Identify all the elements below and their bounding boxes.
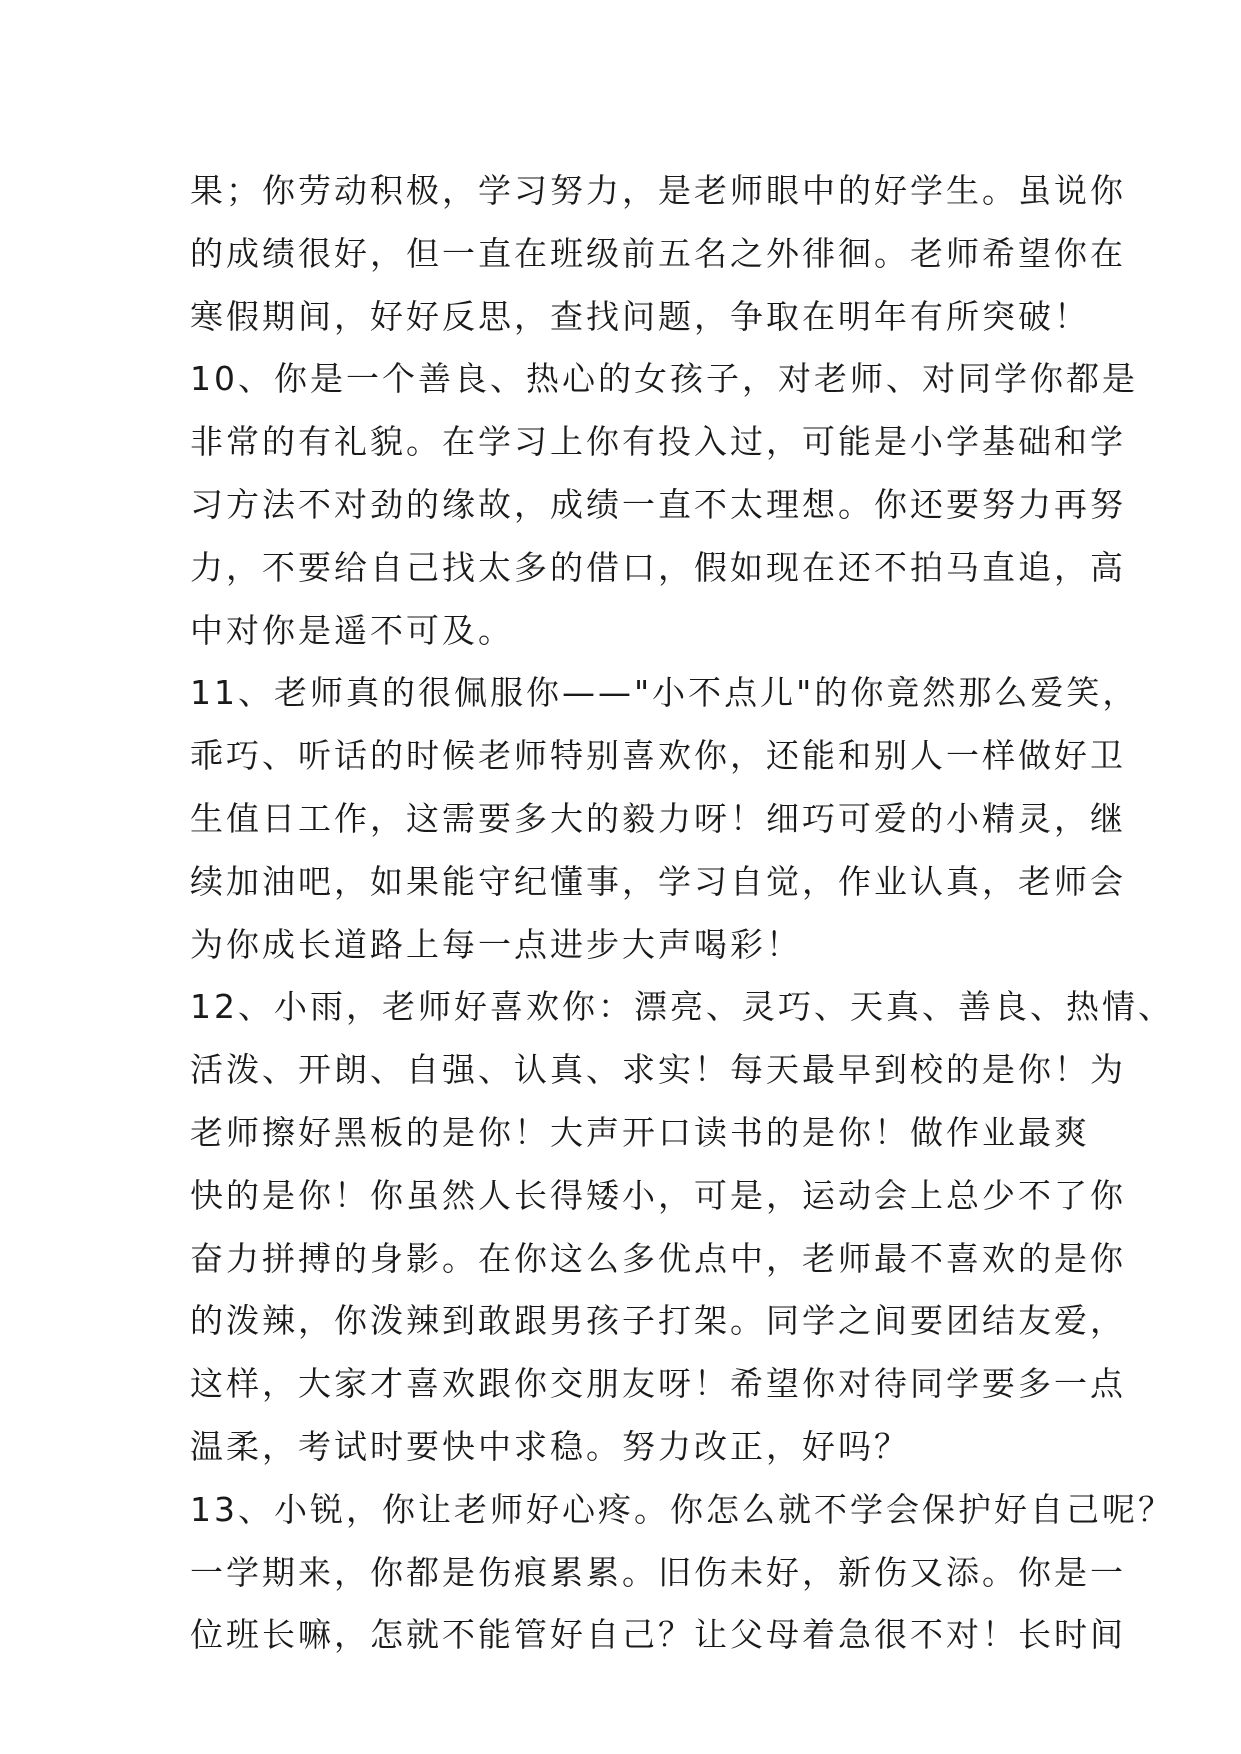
text-line: 的泼辣，你泼辣到敢跟男孩子打架。同学之间要团结友爱，	[190, 1301, 1126, 1341]
text-line: 这样，大家才喜欢跟你交朋友呀！希望你对待同学要多一点	[190, 1364, 1126, 1404]
text-line: 13、小锐，你让老师好心疼。你怎么就不学会保护好自己呢？	[190, 1489, 1174, 1529]
document-body	[190, 160, 1174, 1667]
text-line: 为你成长道路上每一点进步大声喝彩！	[190, 924, 802, 964]
text-line: 非常的有礼貌。在学习上你有投入过，可能是小学基础和学	[190, 422, 1126, 462]
text-line: 续加油吧，如果能守纪懂事，学习自觉，作业认真，老师会	[190, 861, 1126, 901]
text-line: 11、老师真的很佩服你——"小不点儿"的你竟然那么爱笑，	[190, 673, 1139, 713]
text-line: 寒假期间，好好反思，查找问题，争取在明年有所突破！	[190, 296, 1090, 336]
text-line: 位班长嘛，怎就不能管好自己？让父母着急很不对！长时间	[190, 1615, 1126, 1655]
text-line: 温柔，考试时要快中求稳。努力改正，好吗？	[190, 1426, 910, 1466]
text-line: 力，不要给自己找太多的借口，假如现在还不拍马直追，高	[190, 547, 1126, 587]
text-line: 乖巧、听话的时候老师特别喜欢你，还能和别人一样做好卫	[190, 736, 1126, 776]
text-line: 活泼、开朗、自强、认真、求实！每天最早到校的是你！为	[190, 1050, 1126, 1090]
text-line: 的成绩很好，但一直在班级前五名之外徘徊。老师希望你在	[190, 233, 1126, 273]
text-line: 一学期来，你都是伤痕累累。旧伤未好，新伤又添。你是一	[190, 1552, 1126, 1592]
text-line: 10、你是一个善良、热心的女孩子，对老师、对同学你都是	[190, 359, 1138, 399]
text-line: 果；你劳动积极，学习努力，是老师眼中的好学生。虽说你	[190, 171, 1126, 210]
text-line: 快的是你！你虽然人长得矮小，可是，运动会上总少不了你	[190, 1175, 1126, 1215]
text-line: 中对你是遥不可及。	[190, 610, 514, 650]
text-line: 生值日工作，这需要多大的毅力呀！细巧可爱的小精灵，继	[190, 798, 1126, 838]
text-line: 习方法不对劲的缘故，成绩一直不太理想。你还要努力再努	[190, 484, 1126, 524]
text-line: 老师擦好黑板的是你！大声开口读书的是你！做作业最爽	[190, 1112, 1090, 1152]
text-line: 奋力拼搏的身影。在你这么多优点中，老师最不喜欢的是你	[190, 1238, 1126, 1278]
text-line: 12、小雨，老师好喜欢你：漂亮、灵巧、天真、善良、热情、	[190, 987, 1174, 1027]
